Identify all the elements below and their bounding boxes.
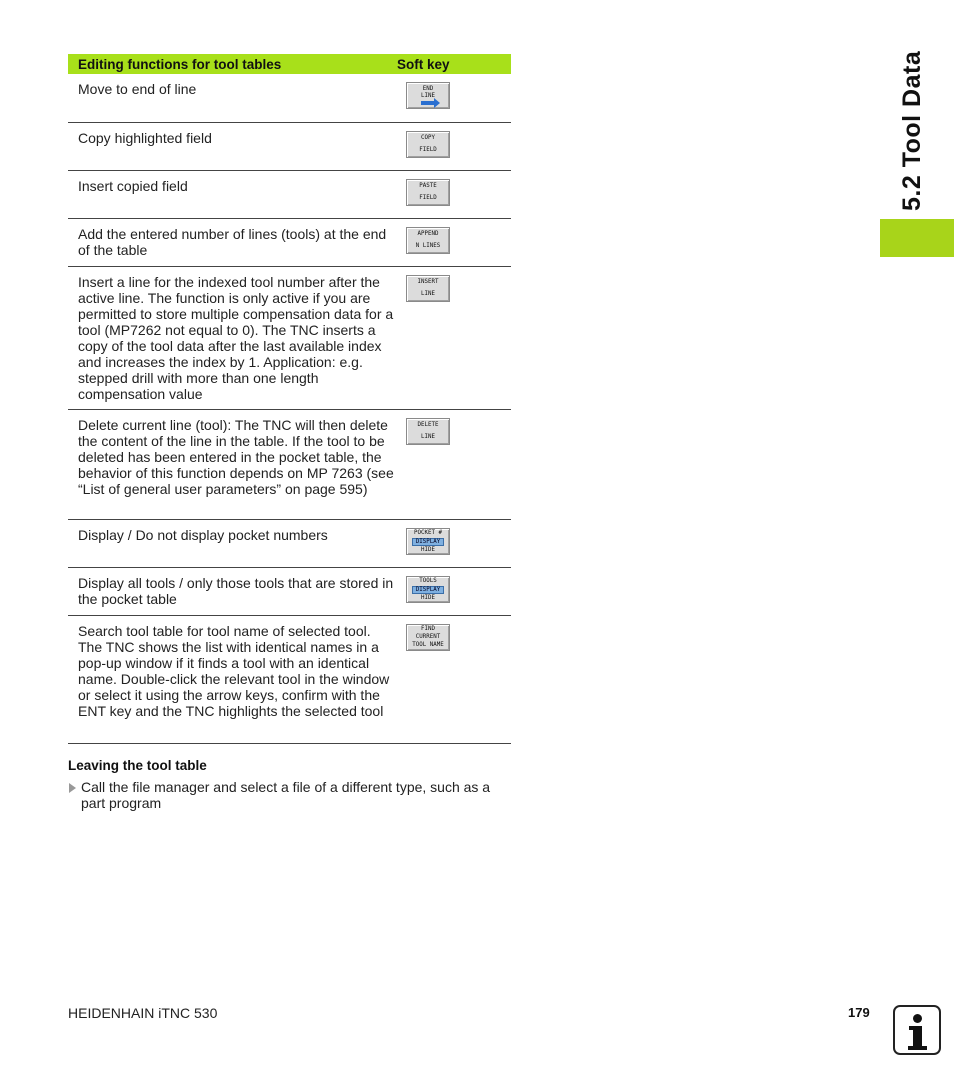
softkey-label-line2: CURRENT — [415, 634, 441, 640]
page-number: 179 — [848, 1005, 870, 1020]
softkey-label-top: POCKET # — [414, 529, 442, 536]
row-description: Delete current line (tool): The TNC will then delete the content of the line in the table. If the tool to be deleted has been entered in the pocket table, the behavior of this function depends on MP 7263 (see “List of general user parameters” on page 595) — [78, 417, 394, 497]
header-functions: Editing functions for tool tables — [78, 56, 282, 72]
softkey-label-top: COPY — [421, 135, 435, 141]
softkey-delete-line[interactable] — [406, 418, 450, 445]
editing-functions-table — [68, 54, 511, 744]
leaving-item-text: Call the file manager and select a file of a different type, such as a part program — [81, 779, 491, 811]
softkey-insert-line[interactable] — [406, 275, 450, 302]
softkey-label-top: APPEND — [417, 231, 439, 237]
info-icon — [893, 1005, 941, 1055]
table-row — [68, 171, 511, 219]
softkey-label-mid: DISPLAY — [412, 586, 444, 594]
footer-product: HEIDENHAIN iTNC 530 — [68, 1005, 218, 1021]
softkey-label-bottom: LINE — [421, 291, 435, 297]
row-softkey-cell — [397, 616, 511, 743]
softkey-label-bottom: LINE — [421, 93, 435, 99]
leaving-list-item — [68, 779, 511, 811]
softkey-paste-field[interactable] — [406, 179, 450, 206]
softkey-label-bottom: FIELD — [419, 147, 437, 153]
softkey-label-bottom: N LINES — [415, 243, 441, 249]
softkey-label-bottom: HIDE — [421, 594, 435, 601]
header-softkey: Soft key — [397, 56, 450, 72]
row-description: Insert a line for the indexed tool number after the active line. The function is only active if you are permitted to store multiple compensation data for a tool (MP7262 not equal to 0). The TNC inserts a copy of the tool data after the last available index and increases the index by 1. Application: e.g. stepped drill with more than one length compensation value — [78, 274, 394, 402]
softkey-label-line1: FIND — [421, 626, 435, 632]
leaving-section — [68, 758, 511, 811]
table-row — [68, 74, 511, 123]
row-softkey-cell — [397, 219, 511, 266]
softkey-label-line3: TOOL NAME — [412, 642, 444, 648]
row-description: Display all tools / only those tools that are stored in the pocket table — [78, 575, 394, 607]
softkey-append-n-lines[interactable] — [406, 227, 450, 254]
row-description: Insert copied field — [78, 178, 188, 194]
row-description: Move to end of line — [78, 81, 197, 97]
row-softkey-cell — [397, 74, 511, 122]
row-softkey-cell — [397, 410, 511, 519]
row-description: Display / Do not display pocket numbers — [78, 527, 328, 543]
softkey-pocket-display-hide[interactable] — [406, 528, 450, 555]
chapter-title-text: 5.2 Tool Data — [898, 50, 926, 211]
row-softkey-cell — [397, 520, 511, 567]
softkey-label-mid: DISPLAY — [412, 538, 444, 546]
row-softkey-cell — [397, 123, 511, 170]
softkey-label-top: DELETE — [417, 422, 439, 428]
table-row — [68, 616, 511, 744]
softkey-end-line[interactable] — [406, 82, 450, 109]
softkey-label-top: PASTE — [419, 183, 437, 189]
chapter-title — [892, 50, 942, 265]
row-softkey-cell — [397, 171, 511, 218]
softkey-label-top: END — [422, 86, 434, 92]
table-header — [68, 54, 511, 74]
row-softkey-cell — [397, 568, 511, 615]
softkey-label-bottom: FIELD — [419, 195, 437, 201]
table-row — [68, 219, 511, 267]
leaving-heading: Leaving the tool table — [68, 758, 207, 773]
softkey-label-top: TOOLS — [419, 577, 437, 584]
table-row — [68, 267, 511, 410]
arrow-right-icon — [421, 101, 435, 105]
row-description: Copy highlighted field — [78, 130, 212, 146]
softkey-label-bottom: HIDE — [421, 546, 435, 553]
bullet-triangle-icon — [69, 783, 76, 793]
softkey-copy-field[interactable] — [406, 131, 450, 158]
row-description: Add the entered number of lines (tools) at the end of the table — [78, 226, 387, 258]
row-description: Search tool table for tool name of selected tool. The TNC shows the list with identical names in a pop-up window if it finds a tool with an identical name. Double-click the relevant tool in the window or select it using the arrow keys, confirm with the ENT key and the TNC highlights the selected tool — [78, 623, 390, 719]
row-softkey-cell — [397, 267, 511, 409]
softkey-find-current-tool-name[interactable] — [406, 624, 450, 651]
softkey-tools-display-hide[interactable] — [406, 576, 450, 603]
softkey-label-bottom: LINE — [421, 434, 435, 440]
softkey-label-top: INSERT — [417, 279, 439, 285]
table-row — [68, 520, 511, 568]
table-row — [68, 568, 511, 616]
table-row — [68, 410, 511, 520]
table-row — [68, 123, 511, 171]
